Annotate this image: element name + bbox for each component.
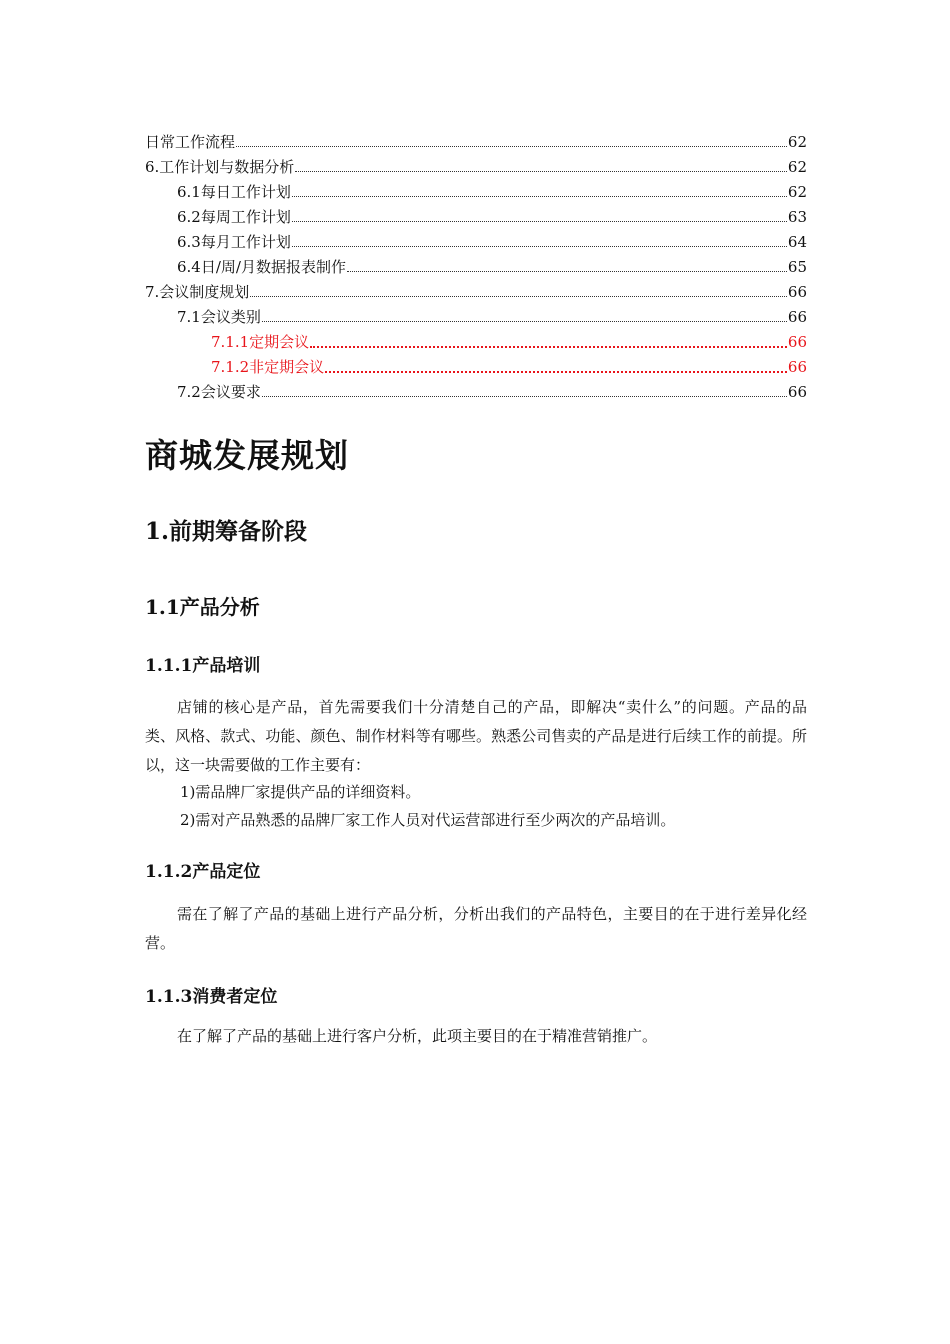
toc-entry[interactable]: [145, 177, 807, 202]
toc-leader-dots: [347, 270, 787, 272]
toc-page-number: 66: [787, 383, 807, 401]
toc-entry-label: 7.1.2非定期会议: [211, 358, 325, 376]
toc-entry[interactable]: [145, 277, 807, 302]
toc-entry[interactable]: [145, 302, 807, 327]
toc-entry-label: 6.1每日工作计划: [177, 183, 291, 201]
body-paragraph: 店铺的核心是产品，首先需要我们十分清楚自己的产品，即解决“卖什么”的问题。产品的品类、风格、款式、功能、颜色、制作材料等有哪些。熟悉公司售卖的产品是进行后续工作的前提。所以，这一块需要做的工作主要有：: [145, 698, 807, 774]
toc-entry-label: 日常工作流程: [145, 133, 236, 151]
toc-entry[interactable]: [145, 202, 807, 227]
toc-entry[interactable]: [145, 152, 807, 177]
toc-leader-dots: [250, 295, 787, 297]
toc-page-number: 63: [787, 208, 807, 226]
toc-leader-dots: [325, 370, 787, 373]
toc-leader-dots: [236, 145, 787, 147]
toc-leader-dots: [262, 320, 787, 322]
toc-leader-dots: [292, 245, 787, 247]
toc-entry-label: 7.1会议类别: [177, 308, 261, 326]
toc-entry-label: 6.3每月工作计划: [177, 233, 291, 251]
subsubsection-heading: 1.1.2产品定位: [145, 862, 261, 882]
toc-page-number: 64: [787, 233, 807, 251]
document-title: 商城发展规划: [145, 436, 349, 475]
list-item: 2)需对产品熟悉的品牌厂家工作人员对代运营部进行至少两次的产品培训。: [180, 811, 676, 829]
toc-leader-dots: [292, 195, 787, 197]
toc-entry[interactable]: [145, 252, 807, 277]
table-of-contents: [145, 127, 807, 402]
toc-entry[interactable]: [145, 127, 807, 152]
toc-entry-label: 6.2每周工作计划: [177, 208, 291, 226]
section-heading: 1.前期筹备阶段: [145, 518, 308, 545]
toc-page-number: 66: [787, 283, 807, 301]
toc-entry-label: 6.工作计划与数据分析: [145, 158, 295, 176]
list-item: 1)需品牌厂家提供产品的详细资料。: [180, 783, 421, 801]
toc-entry-label: 7.1.1定期会议: [211, 333, 310, 351]
toc-page-number: 62: [787, 133, 807, 151]
toc-leader-dots: [262, 395, 787, 397]
toc-page-number: 65: [787, 258, 807, 276]
toc-entry-label: 6.4日/周/月数据报表制作: [177, 258, 346, 276]
toc-leader-dots: [292, 220, 787, 222]
subsubsection-heading: 1.1.1产品培训: [145, 656, 261, 676]
toc-leader-dots: [295, 170, 787, 172]
toc-page-number: 62: [787, 158, 807, 176]
toc-leader-dots: [310, 345, 787, 348]
toc-entry-highlighted[interactable]: [145, 327, 807, 352]
toc-page-number: 66: [787, 308, 807, 326]
body-paragraph: 在了解了产品的基础上进行客户分析，此项主要目的在于精准营销推广。: [177, 1027, 658, 1045]
toc-entry-label: 7.会议制度规划: [145, 283, 250, 301]
toc-entry[interactable]: [145, 377, 807, 402]
body-paragraph: 需在了解了产品的基础上进行产品分析，分析出我们的产品特色，主要目的在于进行差异化经营。: [145, 905, 807, 952]
toc-entry-label: 7.2会议要求: [177, 383, 261, 401]
toc-page-number: 62: [787, 183, 807, 201]
toc-entry-highlighted[interactable]: [145, 352, 807, 377]
subsection-heading: 1.1产品分析: [145, 595, 260, 619]
toc-entry[interactable]: [145, 227, 807, 252]
subsubsection-heading: 1.1.3消费者定位: [145, 987, 278, 1007]
toc-page-number: 66: [787, 358, 807, 376]
toc-page-number: 66: [787, 333, 807, 351]
